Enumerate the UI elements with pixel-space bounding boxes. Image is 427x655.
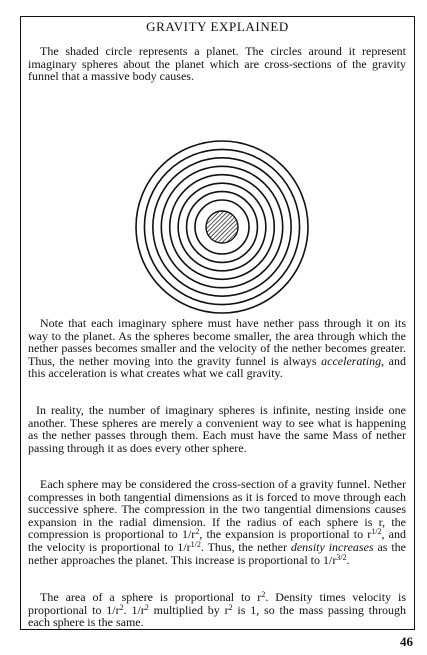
reality-paragraph: In reality, the number of imaginary spheres is infinite, nesting inside one another. These spheres are merely a convenient way to see what is happening as the nether passes through them. Each must have the same Mass of nether passing through it as does every other sphere. — [28, 403, 406, 455]
cs-text-2: , the expansion is proportional to r — [199, 527, 372, 542]
planet-circle — [206, 211, 238, 243]
area-sup-1: 2 — [261, 590, 266, 599]
note-text-1: Note that each imaginary sphere must have nether pass through it on its way to the planet. As the spheres become smaller, the area through which the nether passes becomes smaller and the velocity of the nether becomes greater. Thus, the nether moving into the gravity funnel is always — [28, 316, 406, 368]
area-sup-2: 2 — [119, 602, 124, 612]
cs-text-3: , and the velocity is proportional to 1/r — [28, 527, 406, 554]
cs-sup-1: 2 — [195, 527, 200, 537]
area-sup-3: 2 — [144, 602, 149, 612]
cs-text-5: as the nether approaches the planet. This increase is proportional to 1/r — [28, 539, 406, 567]
intro-paragraph: The shaded circle represents a planet. The circles around it represent imaginary spheres about the planet which are cross-sections of the gravity funnel that a massive body causes. — [28, 44, 406, 84]
area-text-5: is 1, so the mass passing through each sphere is the same. — [28, 602, 407, 630]
area-text-1: The area of a sphere is proportional to r — [40, 590, 262, 604]
page-number: 46 — [400, 634, 413, 649]
note-emphasis: accelerating — [321, 353, 382, 368]
area-text-2: . Density times velocity is proportional to 1/r — [28, 590, 406, 617]
cross-section-paragraph — [28, 478, 406, 566]
cs-text-1: Each sphere may be considered the cross-section of a gravity funnel. Nether compresses in both tangential dimensions as it is forced to move through each successive sphere. The compression in the two tangential dimensions causes expansion in the radial dimension. If the radius of each sphere is r, the compression is proportional to 1/r — [28, 477, 406, 542]
area-sup-4: 2 — [228, 602, 233, 612]
area-paragraph — [28, 591, 406, 629]
note-text-2: , and this acceleration is what creates what we call gravity. — [28, 353, 406, 381]
cs-text-6: . — [346, 552, 350, 567]
cs-sup-3: 1/2 — [190, 539, 201, 549]
cs-sup-4: 3/2 — [336, 552, 347, 562]
area-text-4: multiplied by r — [148, 602, 229, 617]
cs-text-4: . Thus, the nether — [200, 539, 291, 554]
area-text-3: . 1/r — [123, 602, 145, 617]
cs-sup-2: 1/2 — [371, 527, 382, 537]
gravity-spheres-diagram — [132, 137, 312, 317]
page-title: GRAVITY EXPLAINED — [146, 19, 289, 34]
page-frame — [20, 16, 415, 630]
note-paragraph — [28, 317, 406, 380]
cs-emphasis: density increases — [290, 539, 374, 554]
